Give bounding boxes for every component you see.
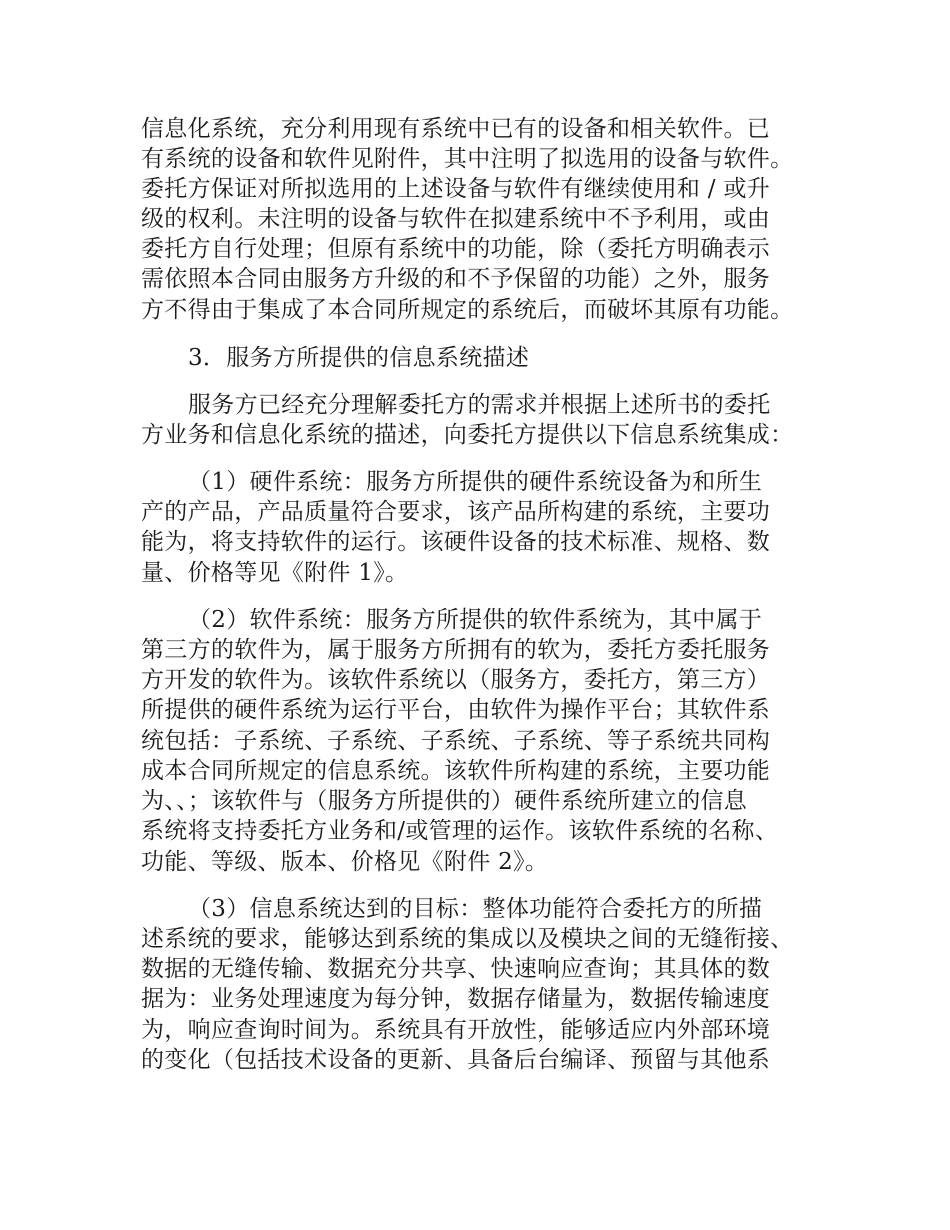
paragraph-line: 方开发的软件为。该软件系统以（服务方，委托方，第三方） (141, 667, 771, 693)
paragraph-line: （2）软件系统：服务方所提供的软件系统为，其中属于 (188, 607, 763, 633)
paragraph-line: 述系统的要求，能够达到系统的集成以及模块之间的无缝衔接、 (141, 926, 794, 952)
paragraph-line: 能为，将支持软件的运行。该硬件设备的技术标准、规格、数 (141, 529, 771, 555)
paragraph-line: 需依照本合同由服务方升级的和不予保留的功能）之外，服务 (141, 266, 771, 292)
paragraph-line: 有系统的设备和软件见附件，其中注明了拟选用的设备与软件。 (141, 146, 794, 172)
paragraph-line: 为、、；该软件与（服务方所提供的）硬件系统所建立的信息 (141, 788, 748, 814)
paragraph-line: （3）信息系统达到的目标：整体功能符合委托方的所描 (188, 896, 763, 922)
paragraph-line: 委托方保证对所拟选用的上述设备与软件有继续使用和 / 或升 (141, 176, 771, 202)
paragraph-line: 系统将支持委托方业务和/或管理的运作。该软件系统的名称、 (141, 818, 779, 844)
paragraph-line: 第三方的软件为，属于服务方所拥有的软为，委托方委托服务 (141, 637, 771, 663)
paragraph-line: 据为：业务处理速度为每分钟，数据存储量为，数据传输速度 (141, 986, 771, 1012)
section-heading: 3．服务方所提供的信息系统描述 (188, 345, 530, 371)
paragraph-line: 量、价格等见《附件 1》。 (141, 560, 409, 586)
paragraph-line: 统包括：子系统、子系统、子系统、子系统、等子系统共同构 (141, 728, 771, 754)
paragraph-line: 方不得由于集成了本合同所规定的系统后，而破坏其原有功能。 (141, 297, 794, 323)
paragraph-line: 级的权利。未注明的设备与软件在拟建系统中不予利用，或由 (141, 206, 771, 232)
paragraph-line: 成本合同所规定的信息系统。该软件所构建的系统，主要功能 (141, 758, 771, 784)
paragraph-line: 的变化（包括技术设备的更新、具备后台编译、预留与其他系 (141, 1047, 771, 1073)
paragraph-line: 信息化系统，充分利用现有系统中已有的设备和相关软件。已 (141, 116, 771, 142)
paragraph-line: 功能、等级、版本、价格见《附件 2》。 (141, 849, 549, 875)
paragraph-line: 方业务和信息化系统的描述，向委托方提供以下信息系统集成： (141, 422, 794, 448)
paragraph-line: 产的产品，产品质量符合要求，该产品所构建的系统，主要功 (141, 499, 771, 525)
paragraph-line: （1）硬件系统：服务方所提供的硬件系统设备为和所生 (188, 469, 763, 495)
paragraph-line: 数据的无缝传输、数据充分共享、快速响应查询；其具体的数 (141, 956, 771, 982)
paragraph-line: 委托方自行处理；但原有系统中的功能，除（委托方明确表示 (141, 236, 771, 262)
paragraph-line: 为，响应查询时间为。系统具有开放性，能够适应内外部环境 (141, 1017, 771, 1043)
paragraph-line: 服务方已经充分理解委托方的需求并根据上述所书的委托 (188, 392, 771, 418)
paragraph-line: 所提供的硬件系统为运行平台，由软件为操作平台；其软件系 (141, 697, 771, 723)
